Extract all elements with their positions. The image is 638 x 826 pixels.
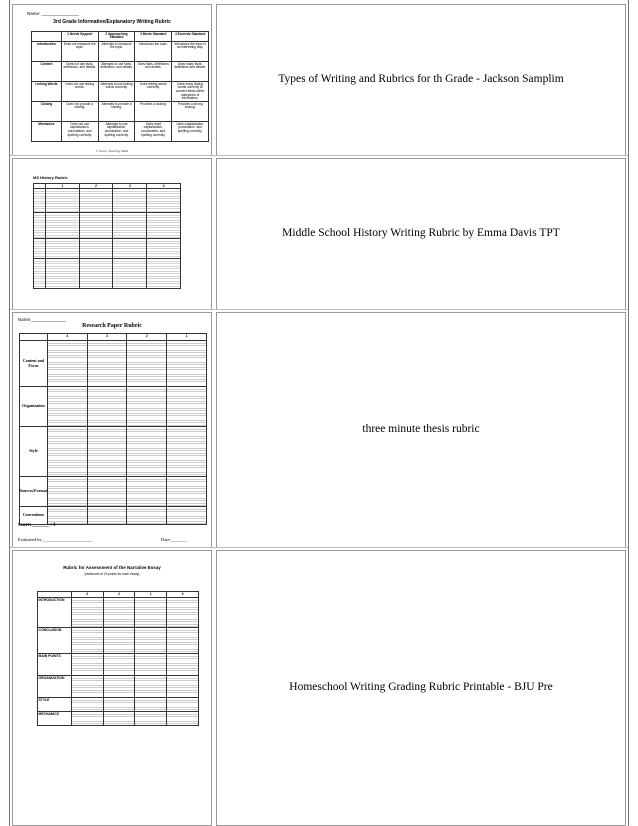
thumb-table-cell	[48, 427, 88, 477]
thumb-table-cell	[104, 676, 136, 698]
thumb-table-cell: Introduction	[32, 42, 62, 62]
thumb-table-cell	[113, 189, 147, 213]
thumb-table-cell	[46, 239, 80, 259]
thumb-table-cell: INTRODUCTION	[38, 598, 72, 628]
thumb-table-cell: Organization	[20, 387, 48, 427]
thumb-table-cell	[104, 598, 136, 628]
thumb-table-cell	[167, 427, 207, 477]
thumb-table-cell: Closing	[32, 102, 62, 122]
thumb-table-cell: Does not provide a closing.	[62, 102, 99, 122]
thumb-table-cell	[20, 334, 48, 341]
thumb-table-row	[20, 334, 207, 341]
result-caption-cell-2[interactable]	[216, 158, 626, 310]
rubric-thumbnail-3rd-grade	[13, 5, 211, 155]
thumb-table-cell	[135, 712, 167, 726]
thumb-table-cell	[167, 712, 199, 726]
thumb-table-cell	[48, 387, 88, 427]
result-thumbnail-3[interactable]	[12, 312, 212, 548]
result-caption-2[interactable]: Middle School History Writing Rubric by Emma Davis TPT	[282, 227, 560, 240]
thumb-table-cell	[72, 698, 104, 712]
thumb-table-cell	[72, 654, 104, 676]
thumb-table-cell: Attempts to use linking words correctly.	[99, 82, 136, 102]
thumb-title: Rubric for Assessment of the Narrative Essay	[63, 565, 161, 570]
thumb-table-cell: 2	[127, 334, 167, 341]
thumb-table-cell	[104, 712, 136, 726]
thumb-table-cell	[167, 598, 199, 628]
thumb-table-row	[34, 189, 181, 213]
thumb-table-cell: Uses facts, definitions and details.	[135, 62, 172, 82]
result-caption-1[interactable]: Types of Writing and Rubrics for th Grade - Jackson Samplim	[278, 73, 564, 86]
thumb-table-cell: Content	[32, 62, 62, 82]
thumb-table-cell: Attempts to use capitalization, punctuation, and spelling correctly.	[99, 122, 136, 142]
thumb-rubric-table	[19, 333, 207, 525]
thumb-table-cell	[34, 189, 46, 213]
thumb-table-cell	[147, 259, 181, 289]
thumb-table-cell: Uses many linking words correctly to connect ideas within categories of information.	[172, 82, 209, 102]
thumb-table-cell: 1	[135, 592, 167, 598]
thumb-table-cell: 3	[72, 592, 104, 598]
thumb-table-cell: 4	[48, 334, 88, 341]
thumb-table-cell: 1	[46, 184, 80, 189]
thumb-table-cell	[135, 598, 167, 628]
thumb-table-cell	[127, 507, 167, 525]
result-caption-4[interactable]: Homeschool Writing Grading Rubric Printable - BJU Pre	[289, 681, 553, 694]
thumb-table-cell	[46, 189, 80, 213]
thumb-title: MS History Rubric	[33, 175, 68, 180]
thumb-table-cell	[72, 598, 104, 628]
rubric-thumbnail-narrative-essay	[13, 551, 211, 825]
thumb-table-cell: CONCLUSION	[38, 628, 72, 654]
thumb-table-cell: 1	[167, 334, 207, 341]
thumb-table-cell	[34, 213, 46, 239]
thumb-table-cell: ORGANIZATION	[38, 676, 72, 698]
thumb-table-cell	[167, 341, 207, 387]
thumb-table-cell: Mechanics	[32, 122, 62, 142]
result-caption-cell-1[interactable]	[216, 4, 626, 156]
thumb-table-row	[34, 213, 181, 239]
thumb-table-cell: 1 Needs Support	[62, 32, 99, 42]
thumb-table-row	[34, 259, 181, 289]
thumb-table-row	[38, 598, 199, 628]
thumb-table-cell	[167, 477, 207, 507]
thumb-table-cell: Does not use capitalization, punctuation, and spelling correctly.	[62, 122, 99, 142]
thumb-table-row	[20, 427, 207, 477]
thumb-table-cell	[88, 507, 128, 525]
thumb-table-cell	[113, 259, 147, 289]
thumb-rubric-table	[31, 31, 209, 142]
thumb-table-cell	[80, 239, 114, 259]
thumb-table-cell: Does not use linking words.	[62, 82, 99, 102]
thumb-table-cell	[32, 32, 62, 42]
thumb-table-cell: 0	[167, 592, 199, 598]
thumb-table-cell: MECHANICS	[38, 712, 72, 726]
thumb-footer: © Sunny Teaching Skills	[95, 149, 129, 153]
thumb-table-cell	[135, 628, 167, 654]
thumb-table-cell: 2 Approaching Standard	[99, 32, 136, 42]
thumb-table-row	[32, 42, 209, 62]
thumb-table-cell	[167, 387, 207, 427]
thumb-score: Score:_______ / 4	[18, 523, 56, 528]
thumb-table-cell	[72, 628, 104, 654]
result-thumbnail-2[interactable]	[12, 158, 212, 310]
thumb-table-cell	[127, 341, 167, 387]
thumb-table-cell: 2	[104, 592, 136, 598]
thumb-table-row	[20, 341, 207, 387]
thumb-table-row	[32, 122, 209, 142]
thumb-table-cell	[104, 654, 136, 676]
thumb-table-cell	[34, 239, 46, 259]
thumb-table-cell	[104, 628, 136, 654]
thumb-table-cell	[167, 676, 199, 698]
thumb-table-cell: Content and Focus	[20, 341, 48, 387]
thumb-table-cell	[135, 698, 167, 712]
thumb-table-cell: Provides a closing.	[135, 102, 172, 122]
thumb-table-cell	[46, 259, 80, 289]
thumb-table-cell	[147, 189, 181, 213]
thumb-table-row	[32, 102, 209, 122]
thumb-table-cell: Introduces the topic.	[135, 42, 172, 62]
thumb-table-cell	[88, 341, 128, 387]
thumb-table-cell: Provides a strong closing.	[172, 102, 209, 122]
thumb-table-cell: 2	[80, 184, 114, 189]
thumb-table-cell	[48, 477, 88, 507]
result-row-1[interactable]	[10, 2, 628, 154]
thumb-table-cell	[147, 239, 181, 259]
thumb-rubric-table	[33, 183, 181, 289]
thumb-name-line: Name: _______________	[27, 11, 80, 16]
thumb-rubric-table	[37, 591, 199, 726]
thumb-table-cell: Uses capitalization, punctuation, and spelling correctly.	[172, 122, 209, 142]
thumb-table-cell: 4 Exceeds Standard	[172, 32, 209, 42]
result-caption-3[interactable]: three minute thesis rubric	[362, 423, 480, 436]
thumb-table-row	[38, 628, 199, 654]
thumb-table-row	[38, 698, 199, 712]
thumb-table-cell	[104, 698, 136, 712]
thumb-table-cell	[34, 259, 46, 289]
thumb-name-line: Name:______________	[18, 317, 67, 322]
result-row-2[interactable]	[10, 156, 628, 308]
result-caption-cell-3[interactable]	[216, 312, 626, 548]
thumb-table-row	[32, 32, 209, 42]
thumb-table-cell	[88, 387, 128, 427]
thumb-evaluator: Evaluated by:______________________	[18, 537, 93, 542]
thumb-table-cell: Attempts to introduce the topic.	[99, 42, 136, 62]
thumb-table-cell	[167, 628, 199, 654]
thumb-title: Research Paper Rubric	[82, 323, 142, 329]
thumb-table-cell	[72, 712, 104, 726]
thumb-table-cell: STYLE	[38, 698, 72, 712]
thumb-table-cell	[46, 213, 80, 239]
image-results-grid	[9, 0, 629, 826]
thumb-table-cell	[127, 477, 167, 507]
thumb-table-cell: Attempts to use facts, definitions, and details.	[99, 62, 136, 82]
thumb-table-row	[20, 387, 207, 427]
thumb-table-cell	[80, 213, 114, 239]
thumb-table-cell: Does not use facts, definitions, and details.	[62, 62, 99, 82]
thumb-date: Date:_______	[161, 537, 187, 542]
thumb-table-row	[38, 676, 199, 698]
thumb-table-cell	[80, 189, 114, 213]
thumb-table-row	[38, 654, 199, 676]
thumb-table-cell: Uses many facts, definitions and details.	[172, 62, 209, 82]
thumb-table-cell: Sources/Format	[20, 477, 48, 507]
thumb-table-cell: Linking Words	[32, 82, 62, 102]
thumb-table-cell: Style	[20, 427, 48, 477]
thumb-table-row	[32, 82, 209, 102]
thumb-table-cell	[72, 676, 104, 698]
thumb-table-cell	[80, 259, 114, 289]
thumb-table-cell	[127, 427, 167, 477]
thumb-table-row	[20, 477, 207, 507]
thumb-table-cell	[147, 213, 181, 239]
thumb-table-cell	[167, 507, 207, 525]
result-row-3[interactable]	[10, 310, 628, 546]
thumb-table-cell	[88, 477, 128, 507]
thumb-table-cell: Uses linking words correctly.	[135, 82, 172, 102]
thumb-table-cell	[48, 341, 88, 387]
thumb-table-cell	[113, 239, 147, 259]
thumb-table-cell: 3 Meets Standard	[135, 32, 172, 42]
result-row-4[interactable]	[10, 548, 628, 824]
thumb-table-cell: Attempts to provide a closing.	[99, 102, 136, 122]
thumb-table-cell	[113, 213, 147, 239]
thumb-title: 3rd Grade Informative/Explanatory Writing Rubric	[53, 19, 171, 25]
thumb-table-row	[34, 239, 181, 259]
thumb-table-cell	[88, 427, 128, 477]
thumb-table-cell: Does not introduce the topic.	[62, 42, 99, 62]
result-thumbnail-1[interactable]	[12, 4, 212, 156]
thumb-table-cell	[167, 698, 199, 712]
thumb-table-cell: Conventions	[20, 507, 48, 525]
thumb-table-cell: 4	[147, 184, 181, 189]
thumb-table-row	[32, 62, 209, 82]
rubric-thumbnail-research-paper	[13, 313, 211, 547]
result-thumbnail-4[interactable]	[12, 550, 212, 826]
rubric-thumbnail-ms-history	[13, 159, 211, 309]
thumb-table-cell	[135, 654, 167, 676]
result-caption-cell-4[interactable]	[216, 550, 626, 826]
thumb-table-cell: Introduces the topic in an interesting way.	[172, 42, 209, 62]
thumb-table-cell	[135, 676, 167, 698]
thumb-table-cell: Uses most capitalization, punctuation, and spelling correctly.	[135, 122, 172, 142]
thumb-table-cell	[167, 654, 199, 676]
thumb-table-cell	[127, 387, 167, 427]
thumb-table-cell: 3	[113, 184, 147, 189]
thumb-subtitle: (maximum of 15 points for each essay)	[84, 572, 140, 576]
thumb-table-cell: 3	[88, 334, 128, 341]
thumb-table-cell: MAIN POINTS	[38, 654, 72, 676]
thumb-table-row	[38, 712, 199, 726]
